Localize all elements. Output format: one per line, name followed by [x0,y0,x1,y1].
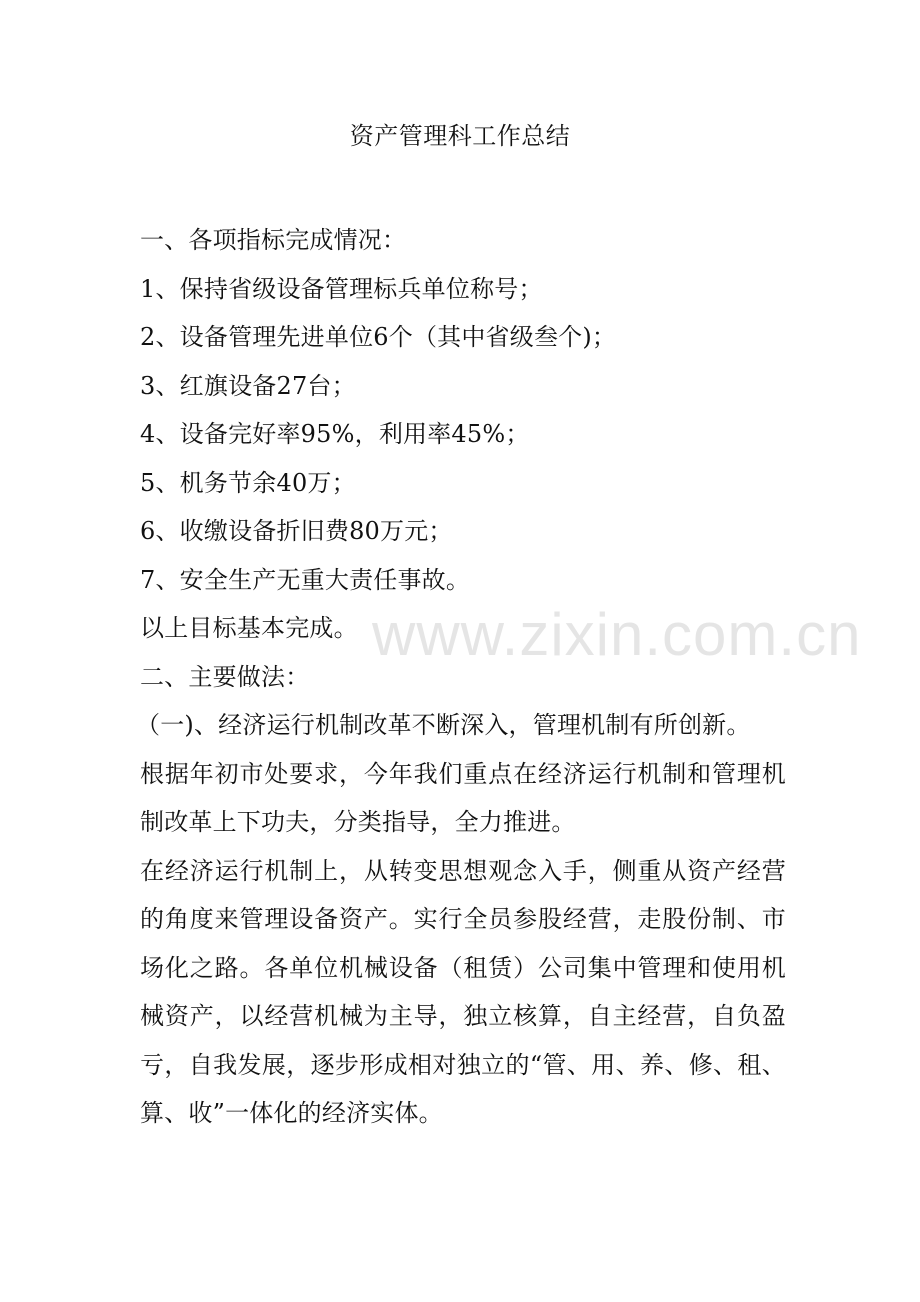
list-item: 2、设备管理先进单位6个（其中省级叁个)； [140,323,617,351]
document-body [136,216,786,1138]
list-item: 6、收缴设备折旧费80万元； [140,517,453,545]
paragraph-operation-mechanism: 在经济运行机制上，从转变思想观念入手，侧重从资产经营的角度来管理设备资产。实行全员参股经营，走股份制、市场化之路。各单位机械设备（租赁）公司集中管理和使用机械资产，以经营机械为主导，独立核算，自主经营，自负盈亏，自我发展，逐步形成相对独立的“管、用、养、修、租、算、收”一体化的经济实体。 [140,856,786,1127]
subheading-mechanism-reform: （一)、经济运行机制改革不断深入，管理机制有所创新。 [136,711,751,739]
list-item: 7、安全生产无重大责任事故。 [140,565,471,594]
paragraph-requirements: 根据年初市处要求，今年我们重点在经济运行机制和管理机制改革上下功夫，分类指导，全力推进。 [140,759,786,836]
document-title: 资产管理科工作总结 [349,122,571,150]
list-item: 5、机务节余40万； [140,468,356,497]
list-item: 3、红旗设备27台； [140,371,356,400]
list-item: 1、保持省级设备管理标兵单位称号； [140,274,543,303]
list-item: 4、设备完好率95%，利用率45%； [140,420,530,448]
summary-line: 以上目标基本完成。 [140,614,358,642]
section-heading-methods: 二、主要做法： [140,662,310,691]
section-heading-indicators: 一、各项指标完成情况： [140,226,407,254]
watermark-text: www.zixin.com.cn [372,601,862,668]
